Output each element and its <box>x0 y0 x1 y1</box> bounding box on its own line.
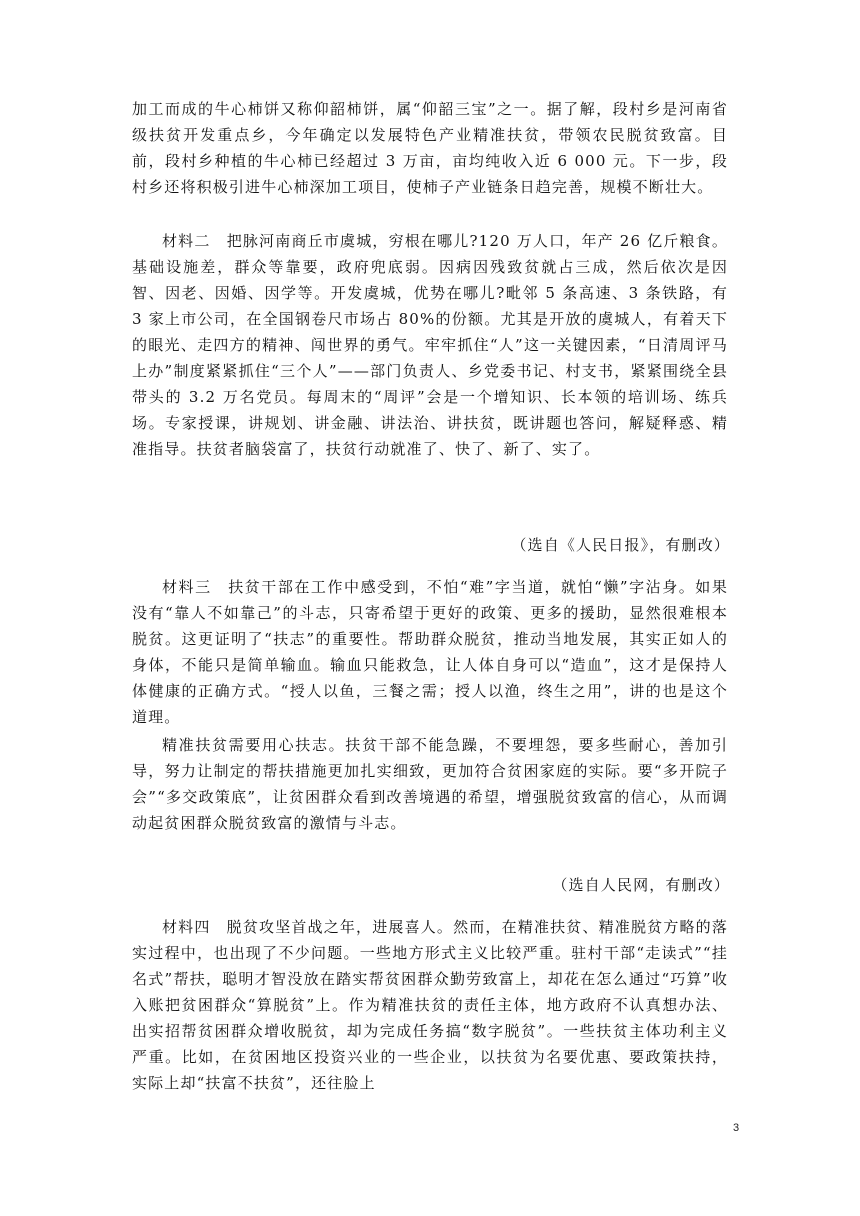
paragraph-material-3: 材料三 扶贫干部在工作中感受到，不怕“难”字当道，就怕“懒”字沾身。如果没有“靠人不如靠己”的斗志，只寄希望于更好的政策、更多的援助，显然很难根本脱贫。这更证明了“扶志”的重要性。帮助群众脱贫，推动当地发展，其实正如人的身体，不能只是简单输血。输血只能救急，让人体自身可以“造血”，这才是保持人体健康的正确方式。“授人以鱼，三餐之需；授人以渔，终生之用”，讲的也是这个道理。 <box>132 578 728 726</box>
paragraph-material-2: 材料二 把脉河南商丘市虞城，穷根在哪儿?120 万人口，年产 26 亿斤粮食。基础设施差，群众等靠要，政府兜底弱。因病因残致贫就占三成，然后依次是因智、因老、因婚、因学等。开发虞城，优势在哪儿?毗邻 5 条高速、3 条铁路，有 3 家上市公司，在全国钢卷尺市场占 80%的份额。尤其是开放的虞城人，有着天下的眼光、走四方的精神、闯世界的勇气。牢牢抓住“人”这一关键因素，“日清周评马上办”制度紧紧抓住“三个人”——部门负责人、乡党委书记、村支书，紧紧围绕全县带头的 3.2 万名党员。每周末的“周评”会是一个增知识、长本领的培训场、练兵场。专家授课，讲规划、讲金融、讲法治、讲扶贫，既讲题也答问，解疑释惑、精准指导。扶贫者脑袋富了，扶贫行动就准了、快了、新了、实了。 <box>132 232 728 458</box>
source-citation-people-net: （选自人民网，有删改） <box>552 876 730 894</box>
paragraph-material-1-continued: 加工而成的牛心柿饼又称仰韶柿饼，属“仰韶三宝”之一。据了解，段村乡是河南省级扶贫开发重点乡，今年确定以发展特色产业精准扶贫，带领农民脱贫致富。目前，段村乡种植的牛心柿已经超过 3 万亩，亩均纯收入近 6 000 元。下一步，段村乡还将积极引进牛心柿深加工项目，使柿子产业链条日趋完善，规模不断壮大。 <box>132 100 728 196</box>
page-number: 3 <box>733 1122 740 1134</box>
paragraph-material-4: 材料四 脱贫攻坚首战之年，进展喜人。然而，在精准扶贫、精准脱贫方略的落实过程中，也出现了不少问题。一些地方形式主义比较严重。驻村干部“走读式”“挂名式”帮扶，聪明才智没放在踏实帮贫困群众勤劳致富上，却花在怎么通过“巧算”收入账把贫困群众“算脱贫”上。作为精准扶贫的责任主体，地方政府不认真想办法、出实招帮贫困群众增收脱贫，却为完成任务搞“数字脱贫”。一些扶贫主体功利主义严重。比如，在贫困地区投资兴业的一些企业，以扶贫为名要优惠、要政策扶持，实际上却“扶富不扶贫”，还往脸上 <box>132 918 728 1092</box>
paragraph-precise-poverty-alleviation: 精准扶贫需要用心扶志。扶贫干部不能急躁，不要埋怨，要多些耐心，善加引导，努力让制定的帮扶措施更加扎实细致，更加符合贫困家庭的实际。要“多开院子会”“多交政策底”，让贫困群众看到改善境遇的希望，增强脱贫致富的信心，从而调动起贫困群众脱贫致富的激情与斗志。 <box>132 736 728 832</box>
source-citation-people-daily: （选自《人民日报》，有删改） <box>511 536 730 554</box>
